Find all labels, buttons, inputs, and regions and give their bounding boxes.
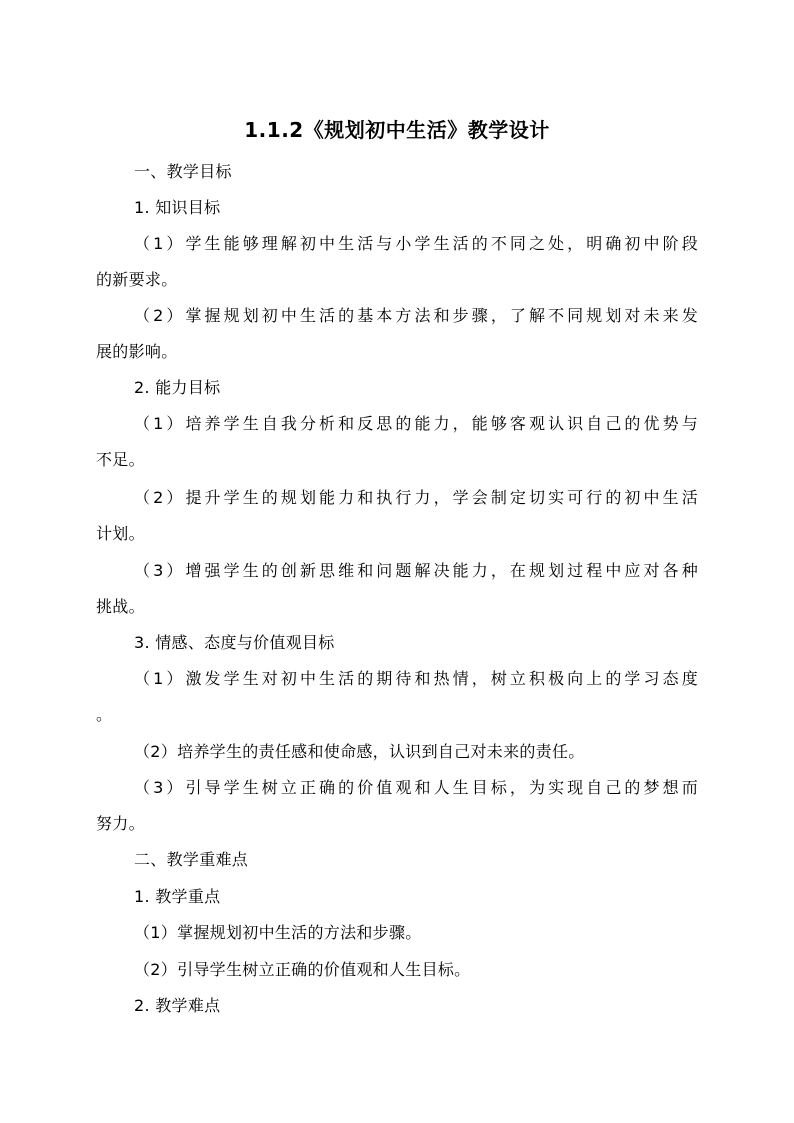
paragraph-line: 计划。: [96, 524, 145, 543]
paragraph-line: 挑战。: [96, 597, 145, 616]
paragraph-line: （2）提升学生的规划能力和执行力，学会制定切实可行的初中生活: [134, 488, 698, 507]
paragraph-line: （1）激发学生对初中生活的期待和热情，树立积极向上的学习态度: [134, 669, 698, 688]
paragraph-line: 展的影响。: [96, 342, 178, 361]
paragraph-line: （3）增强学生的创新思维和问题解决能力，在规划过程中应对各种: [134, 561, 698, 580]
subheading-ability: 2. 能力目标: [134, 378, 221, 397]
subheading-difficulties: 2. 教学难点: [134, 996, 221, 1015]
paragraph-line: （1）掌握规划初中生活的方法和步骤。: [134, 923, 422, 942]
paragraph-line: （2）引导学生树立正确的价值观和人生目标。: [134, 960, 471, 979]
paragraph-line: 努力。: [96, 814, 145, 833]
paragraph-line: （3）引导学生树立正确的价值观和人生目标，为实现自己的梦想而: [134, 778, 698, 797]
document-title: 1.1.2《规划初中生活》教学设计: [244, 118, 550, 142]
paragraph-line: （1）培养学生自我分析和反思的能力，能够客观认识自己的优势与: [134, 414, 698, 433]
paragraph-line: 。: [96, 705, 113, 724]
paragraph-line: （1）学生能够理解初中生活与小学生活的不同之处，明确初中阶段: [134, 234, 698, 253]
section-heading-objectives: 一、教学目标: [134, 162, 232, 181]
section-heading-key-points: 二、教学重难点: [134, 850, 249, 869]
subheading-values: 3. 情感、态度与价值观目标: [134, 633, 335, 652]
subheading-knowledge: 1. 知识目标: [134, 198, 221, 217]
paragraph-line: 的新要求。: [96, 270, 178, 289]
paragraph-line: 不足。: [96, 450, 145, 469]
paragraph-line: （2）掌握规划初中生活的基本方法和步骤，了解不同规划对未来发: [134, 306, 698, 325]
subheading-key-points: 1. 教学重点: [134, 887, 221, 906]
paragraph-line: （2）培养学生的责任感和使命感，认识到自己对未来的责任。: [134, 742, 585, 761]
